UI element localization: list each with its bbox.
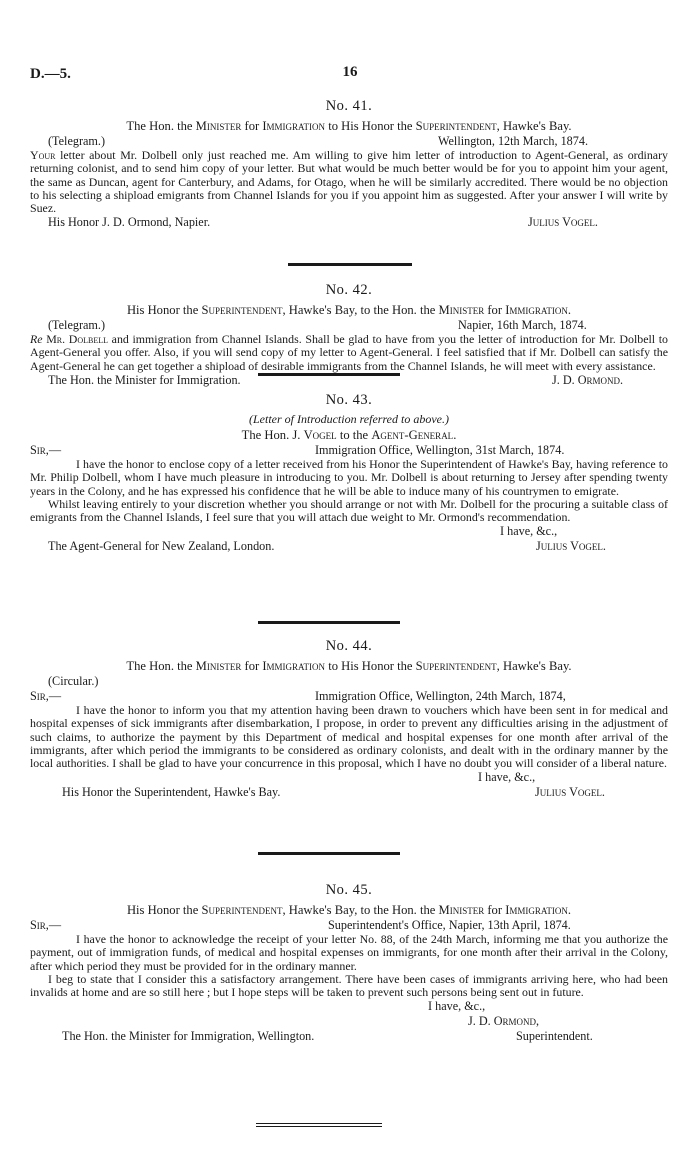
salutation-date-row [30, 918, 668, 933]
salutation: Sir,— [30, 689, 62, 703]
addressee: The Hon. the Minister for Immigration, Wellington. [62, 1029, 315, 1044]
addressee-signature-row [30, 539, 668, 554]
paragraph: I have the honor to enclose copy of a letter received from his Honor the Superintendent of Hawke's Bay, having reference to Mr. Philip Dolbell, whom I have much pleasure in introducing to you. Mr. Dolbell is about returning to Jersey after spending twenty years in the Colony, and he has expressed his confidence that he will be able to induce many of his countrymen to emigrate. [30, 457, 668, 498]
signatory-title: Superintendent. [516, 1029, 593, 1044]
addressee-title-row [30, 1029, 668, 1044]
document-type: (Telegram.) [48, 318, 106, 332]
document-heading: The Hon. the Minister for Immigration to His Honor the Superintendent, Hawke's Bay. [126, 119, 572, 133]
addressee: His Honor J. D. Ormond, Napier. [48, 215, 211, 230]
signature: Julius Vogel. [528, 215, 598, 230]
end-rule-bottom [256, 1126, 382, 1127]
document-no-44 [30, 638, 668, 800]
document-type: (Telegram.) [48, 134, 106, 148]
document-number: No. 42. [325, 282, 373, 298]
document-no-45 [30, 882, 668, 1044]
document-heading: His Honor the Superintendent, Hawke's Bay, to the Hon. the Minister for Immigration. [126, 903, 572, 917]
document-number: No. 43. [325, 392, 373, 408]
document-number: No. 41. [325, 98, 373, 114]
place-date: Immigration Office, Wellington, 24th March, 1874, [315, 689, 566, 703]
paragraph: I have the honor to acknowledge the receipt of your letter No. 88, of the 24th March, informing me that you authorize the payment, out of immigration funds, of medical and hospital expenses on immigrants, for one month after their arrival in the Colony, after which period they must be provided for in the ordinary manner. [30, 932, 668, 973]
paragraph: I beg to state that I consider this a satisfactory arrangement. There have been cases of immigrants arriving here, who had been invalids at home and are so still here ; but I hope steps will be taken to prevent such persons being sent out in future. [30, 971, 668, 1000]
section-divider [258, 852, 400, 855]
place-date: Immigration Office, Wellington, 31st March, 1874. [315, 443, 565, 457]
document-no-41 [30, 98, 668, 230]
signature: Julius Vogel. [536, 539, 606, 554]
place-date: Superintendent's Office, Napier, 13th April, 1874. [328, 918, 571, 932]
addressee: The Hon. the Minister for Immigration. [48, 372, 241, 387]
salutation-date-row [30, 443, 668, 458]
section-divider [288, 263, 412, 266]
addressee: His Honor the Superintendent, Hawke's Bay. [62, 785, 281, 800]
document-no-43 [30, 392, 668, 554]
paragraph: Whilst leaving entirely to your discretion whether you should arrange or not with Mr. Dolbell for the procuring a suitable class of emigrants from the Channel Islands, I feel sure that you will attach due weight to Mr. Ormond's recommendation. [30, 496, 668, 525]
document-no-42 [30, 282, 668, 388]
closing-row [30, 999, 668, 1014]
type-date-row [30, 318, 668, 333]
type-date-row [30, 134, 668, 149]
document-body: Re Mr. Dolbell and immigration from Channel Islands. Shall be glad to have from you the letter of introduction for Mr. Dolbell to Agent-General you offer. Also, if you will send copy of my letter to Agent-General. I feel satisfied that if Mr. Dolbell can satisfy the Agent-General he can get together a shipload of desirable immigrants from the Channel Islands, he will meet with every assistance. [30, 332, 668, 373]
document-body: Your letter about Mr. Dolbell only just reached me. Am willing to give him letter of introduction to Agent-General, as ordinary returning colonist, and to send him copy of your letter. But what would be much better would be for you to appoint him your agent, the same as Duncan, agent for Canterbury, and Adams, for Otago, when he will be similarly accredited. There would be no objection to his selecting a shipload emigrants from Channel Islands for you if you appoint him as suggested. After your answer I will write by Suez. [30, 148, 668, 216]
place-date: Napier, 16th March, 1874. [458, 318, 587, 332]
salutation: Sir,— [30, 918, 62, 932]
closing: I have, &c., [500, 524, 558, 539]
closing: I have, &c., [478, 770, 536, 785]
document-heading: His Honor the Superintendent, Hawke's Bay, to the Hon. the Minister for Immigration. [126, 303, 572, 317]
end-rule-top [256, 1123, 382, 1124]
document-body [30, 458, 668, 524]
place-date: Wellington, 12th March, 1874. [438, 134, 588, 148]
document-number: No. 44. [325, 638, 373, 654]
document-body [30, 933, 668, 999]
document-heading: The Hon. the Minister for Immigration to His Honor the Superintendent, Hawke's Bay. [126, 659, 572, 673]
document-body [30, 704, 668, 770]
section-divider [258, 373, 400, 376]
salutation-date-row [30, 689, 668, 704]
addressee: The Agent-General for New Zealand, London. [48, 539, 275, 554]
document-type: (Circular.) [48, 674, 99, 688]
addressee-signature-row [30, 215, 668, 230]
document-heading: The Hon. J. Vogel to the Agent-General. [241, 428, 457, 442]
signature-row [30, 1014, 668, 1029]
signature: Julius Vogel. [535, 785, 605, 800]
signature: J. D. Ormond. [552, 372, 624, 387]
signature: J. D. Ormond, [468, 1014, 540, 1029]
document-subtitle: (Letter of Introduction referred to above.) [249, 412, 449, 426]
salutation: Sir,— [30, 443, 62, 457]
paragraph: I have the honor to inform you that my attention having been drawn to vouchers which have been sent in for medical and hospital expenses of sick immigrants after disembarkation, I propose, in order to prevent any difficulties arising in the adjustment of such claims, to authorize the payment by this Department of medical and hospital expenses for one month after arrival of the immigrants, after which period the immigrants to be considered as ordinary colonists, and dealt with in the ordinary manner by the local authorities. I shall be glad to have your concurrence in this proposal, which I have no doubt you will consider of a liberal nature. [30, 703, 668, 771]
type-row [30, 674, 668, 689]
closing-row [30, 524, 668, 539]
section-divider [258, 621, 400, 624]
addressee-signature-row [30, 785, 668, 800]
page-number: 16 [342, 64, 358, 80]
paper-series-code: D.—5. [30, 66, 71, 82]
document-number: No. 45. [325, 882, 373, 898]
closing: I have, &c., [428, 999, 486, 1014]
closing-row [30, 770, 668, 785]
